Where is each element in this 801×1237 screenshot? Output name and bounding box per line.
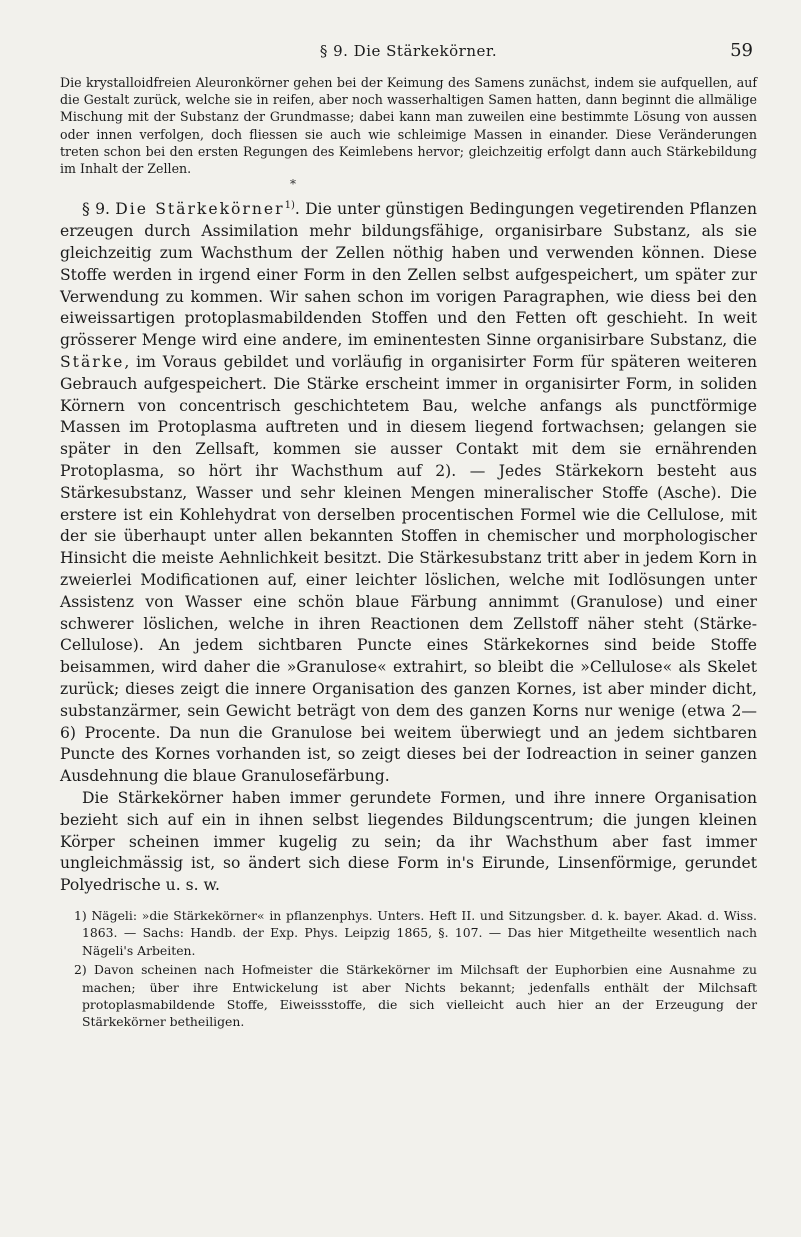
section-paragraph-2: Die Stärkekörner haben immer gerundete Formen, und ihre innere Organisation bezieht sich auf ein in ihnen selbst liegendes Bildungscentrum; die jungen kleinen Körper scheinen immer kugelig zu sein; da ihr Wachsthum aber fast immer ungleichmässig ist, so ändert sich diese Form in's Eirunde, Linsenförmige, gerundet Polyedrische u. s. w. bbox=[60, 788, 757, 895]
margin-mark: * bbox=[290, 177, 296, 192]
section-title: Die Stärkekörner bbox=[115, 200, 285, 219]
section-text-b: , im Voraus gebildet und vorläufig in organisirter Form für späteren weiteren Gebrauch aufgespeichert. Die Stärke erscheint immer in organisirter Form, in soliden Körnern von concentrisch geschichtetem Bau, welche anfangs als punctförmige Massen im Protoplasma auftreten und in diesem liegend fortwachsen; gelangen sie später in den Zellsaft, kommen sie ausser Contakt mit dem sie ernährenden Protoplasma, so hört ihr Wachsthum auf 2). — Jedes Stärkekorn besteht aus Stärkesubstanz, Wasser und sehr kleinen Mengen mineralischer Stoffe (Asche). Die erstere ist ein Kohlehydrat von derselben procentischen Formel wie die Cellulose, mit der sie überhaupt unter allen bekannten Stoffen in chemischer und morphologischer Hinsicht die meiste Aehnlichkeit besitzt. Die Stärkesubstanz tritt aber in jedem Korn in zweierlei Modificationen auf, einer leichter löslichen, welche mit Iodlösungen unter Assistenz von Wasser eine schön blaue Färbung annimmt (Granulose) und einer schwerer löslichen, welche in ihren Reactionen dem Zellstoff näher steht (Stärke-Cellulose). An jedem sichtbaren Puncte eines Stärkekornes sind beide Stoffe beisammen, wird daher die »Granulose« extrahirt, so bleibt die »Cellulose« als Skelet zurück; dieses zeigt die innere Organisation des ganzen Kornes, ist aber minder dicht, substanzärmer, sein Gewicht beträgt von dem des ganzen Korns nur wenige (etwa 2—6) Procente. Da nun die Granulose bei weitem überwiegt und an jedem sichtbaren Puncte des Kornes vorhanden ist, so zeigt dieses bei der Iodreaction in seiner ganzen Ausdehnung die blaue Granulosefärbung. bbox=[60, 352, 757, 786]
page-header bbox=[60, 40, 757, 68]
footnote-1: 1) Nägeli: »die Stärkekörner« in pflanzenphys. Unters. Heft II. und Sitzungsber. d. k. bayer. Akad. d. Wiss. 1863. — Sachs: Handb. der Exp. Phys. Leipzig 1865, §. 107. — Das hier Mitgetheilte wesentlich nach Nägeli's Arbeiten. bbox=[74, 907, 757, 958]
section-number: § 9. bbox=[82, 200, 110, 219]
running-head: § 9. Die Stärkekörner. bbox=[319, 42, 498, 60]
footnote-separator bbox=[60, 897, 757, 907]
footnote-ref-1: 1) bbox=[284, 200, 295, 212]
section-paragraph-1 bbox=[60, 195, 757, 788]
footnote-2: 2) Davon scheinen nach Hofmeister die Stärkekörner im Milchsaft der Euphorbien eine Ausnahme zu machen; über ihre Entwickelung ist aber Nichts bekannt; jedenfalls enthält der Milchsaft protoplasmabildende Stoffe, Eiweissstoffe, die sich vielleicht auch hier an der Erzeugung der Stärkekörner betheiligen. bbox=[74, 962, 757, 1030]
section-text-a: . Die unter günstigen Bedingungen vegetirenden Pflanzen erzeugen durch Assimilation mehr bildungsfähige, organisirbare Substanz, als sie gleichzeitig zum Wachsthum der Zellen nöthig haben und verwenden können. Diese Stoffe werden in irgend einer Form in den Zellen selbst aufgespeichert, um später zur Verwendung zu kommen. Wir sahen schon im vorigen Paragraphen, wie diess bei den eiweissartigen protoplasmabildenden Stoffen und den Fetten oft geschieht. In weit grösserer Menge wird eine andere, im eminentesten Sinne organisirbare Substanz, die bbox=[60, 200, 757, 350]
intro-paragraph: Die krystalloidfreien Aleuronkörner gehen bei der Keimung des Samens zunächst, indem sie aufquellen, auf die Gestalt zurück, welche sie in reifen, aber noch wasserhaltigen Samen hatten, dann beginnt die allmälige Mischung mit der Substanz der Grundmasse; dabei kann man zuweilen eine bestimmte Lösung von aussen oder innen verfolgen, doch fliessen sie auch wie schleimige Massen in einander. Diese Veränderungen treten schon bei den ersten Regungen des Keimlebens hervor; gleichzeitig erfolgt dann auch Stärkebildung im Inhalt der Zellen. bbox=[60, 75, 757, 177]
page-number: 59 bbox=[730, 40, 753, 61]
term-staerke: Stärke bbox=[60, 352, 125, 371]
